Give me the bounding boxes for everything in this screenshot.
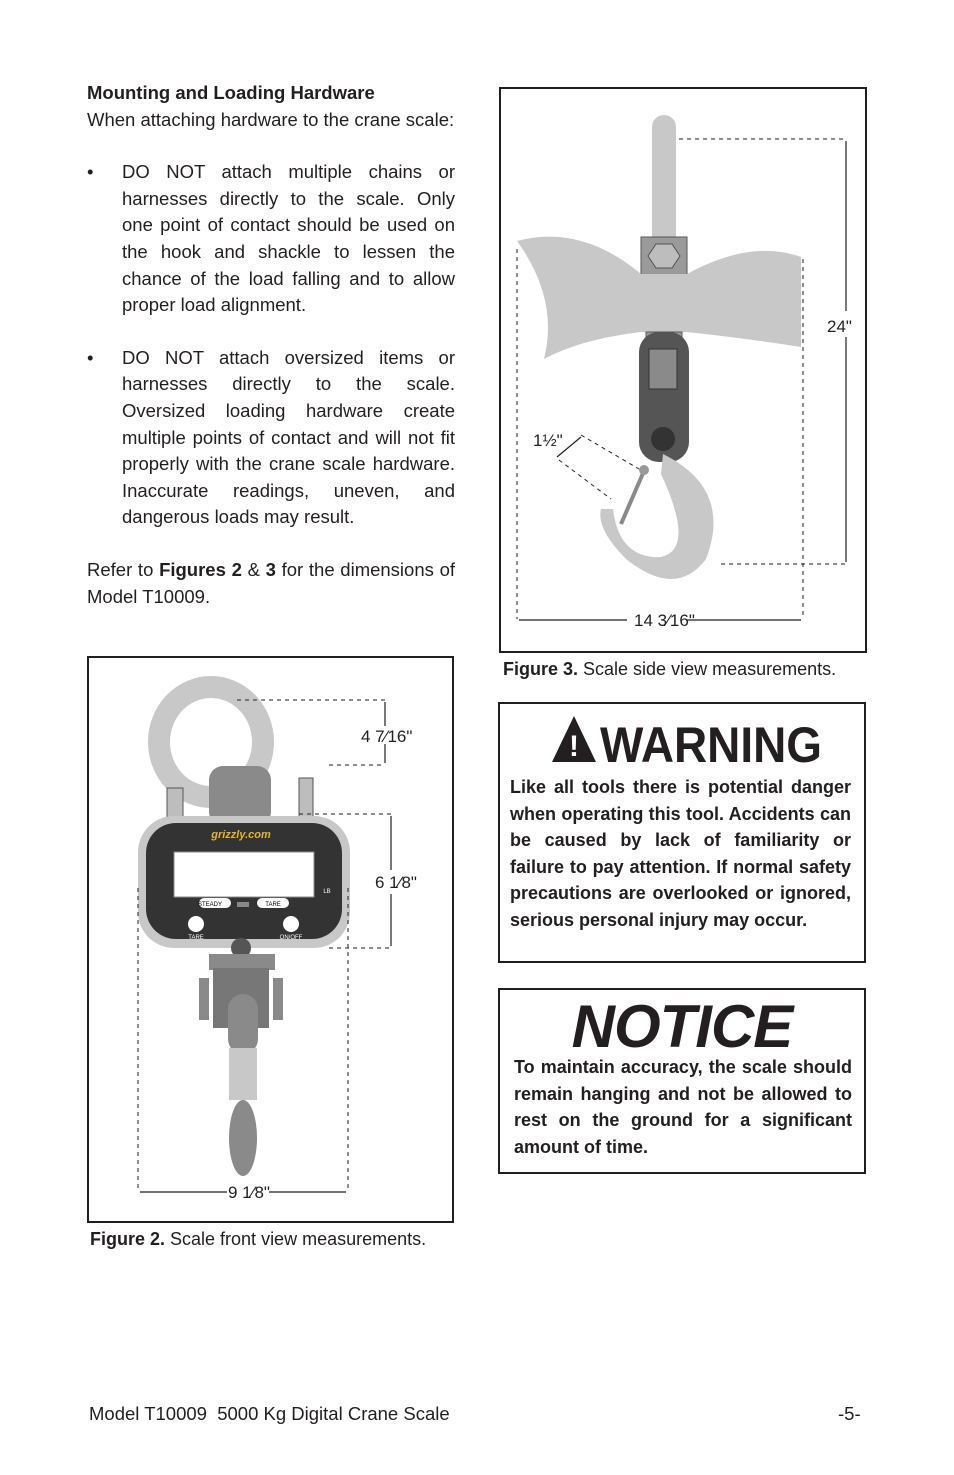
notice-title: NOTICE bbox=[571, 993, 793, 1060]
warning-title: WARNING bbox=[600, 717, 822, 772]
dim-shackle-label: 4 7⁄16" bbox=[361, 727, 413, 746]
dim-width-label: 14 3⁄16" bbox=[634, 611, 695, 630]
warning-header bbox=[548, 712, 838, 772]
hook-body bbox=[229, 1048, 257, 1100]
notice-box bbox=[498, 988, 866, 1174]
warning-box bbox=[498, 702, 866, 963]
latch-pivot bbox=[639, 465, 649, 475]
dim-hook-label: 1½" bbox=[533, 431, 563, 450]
section-heading: Mounting and Loading Hardware bbox=[87, 82, 375, 103]
hook-tip bbox=[229, 1100, 257, 1176]
figure-2-caption: Figure 2. Scale front view measurements. bbox=[90, 1229, 427, 1249]
steady-label: STEADY bbox=[197, 902, 223, 908]
figure-ref: Figures 2 bbox=[159, 558, 242, 580]
warning-text: Like all tools there is potential danger when operating this tool. Accidents can be caused by lack of familiarity or failure to pay attention. If normal safety precautions are overlooked or ignored, serious personal injury may occur. bbox=[510, 777, 851, 930]
hook-side bbox=[600, 454, 713, 579]
figure-2-frame bbox=[87, 656, 454, 1223]
indicator-light bbox=[237, 902, 249, 907]
bracket-plate bbox=[649, 349, 677, 389]
tare-indicator-label: TARE bbox=[265, 902, 281, 908]
figure-ref: 3 bbox=[265, 558, 276, 580]
lcd-display bbox=[174, 852, 314, 897]
safety-latch bbox=[621, 471, 644, 524]
brand-logo: grizzly.com bbox=[211, 829, 271, 841]
exclamation-icon: ! bbox=[569, 730, 579, 763]
pin-right bbox=[299, 778, 313, 818]
bracket-ear-left bbox=[199, 978, 209, 1020]
refer-text: Refer to Figures 2 & 3 for the dimensions of Model T10009. bbox=[87, 558, 455, 607]
bullet-text: DO NOT attach multiple chains or harnesses directly to the scale. Only one point of contact should be used on the hook and shackle to lessen the chance of the load falling and to allow proper load alignment. bbox=[122, 161, 455, 316]
tare-button-label: TARE bbox=[188, 935, 204, 941]
figure-3-frame bbox=[499, 87, 867, 653]
crane-scale-side-illustration bbox=[501, 89, 865, 651]
bullet-item bbox=[87, 345, 455, 531]
pin-left bbox=[167, 788, 183, 818]
hook-pivot bbox=[651, 427, 675, 451]
bullet-dot: • bbox=[87, 346, 94, 368]
notice-text: To maintain accuracy, the scale should remain hanging and not be allowed to rest on the ground for a significant amount of time. bbox=[514, 1057, 852, 1157]
bracket-ear-right bbox=[273, 978, 283, 1020]
intro-text: When attaching hardware to the crane scale: bbox=[87, 108, 455, 130]
figure-3-caption: Figure 3. Scale side view measurements. bbox=[503, 659, 837, 679]
dim-width-label: 9 1⁄8" bbox=[228, 1183, 270, 1202]
dim-height-label: 24" bbox=[827, 317, 852, 336]
page-number: -5- bbox=[838, 1403, 861, 1424]
crane-scale-front-illustration bbox=[89, 658, 452, 1221]
bullet-item bbox=[87, 159, 455, 319]
onoff-button-label: ON/OFF bbox=[279, 935, 303, 941]
left-column bbox=[87, 80, 455, 610]
dim-body-label: 6 1⁄8" bbox=[375, 873, 417, 892]
bullet-text: DO NOT attach oversized items or harnesses directly to the scale. Oversized loading hardware create multiple points of contact and will not fit properly with the crane scale hardware. Inaccurate readings, uneven, and dangerous loads may result. bbox=[122, 346, 455, 528]
onoff-button bbox=[283, 916, 299, 932]
lower-bracket-top bbox=[209, 954, 275, 970]
tare-button bbox=[188, 916, 204, 932]
hook-shank bbox=[228, 994, 258, 1054]
footer-model: Model T10009 5000 Kg Digital Crane Scale bbox=[89, 1403, 450, 1424]
bullet-dot: • bbox=[87, 161, 94, 183]
unit-label: LB bbox=[323, 889, 331, 895]
